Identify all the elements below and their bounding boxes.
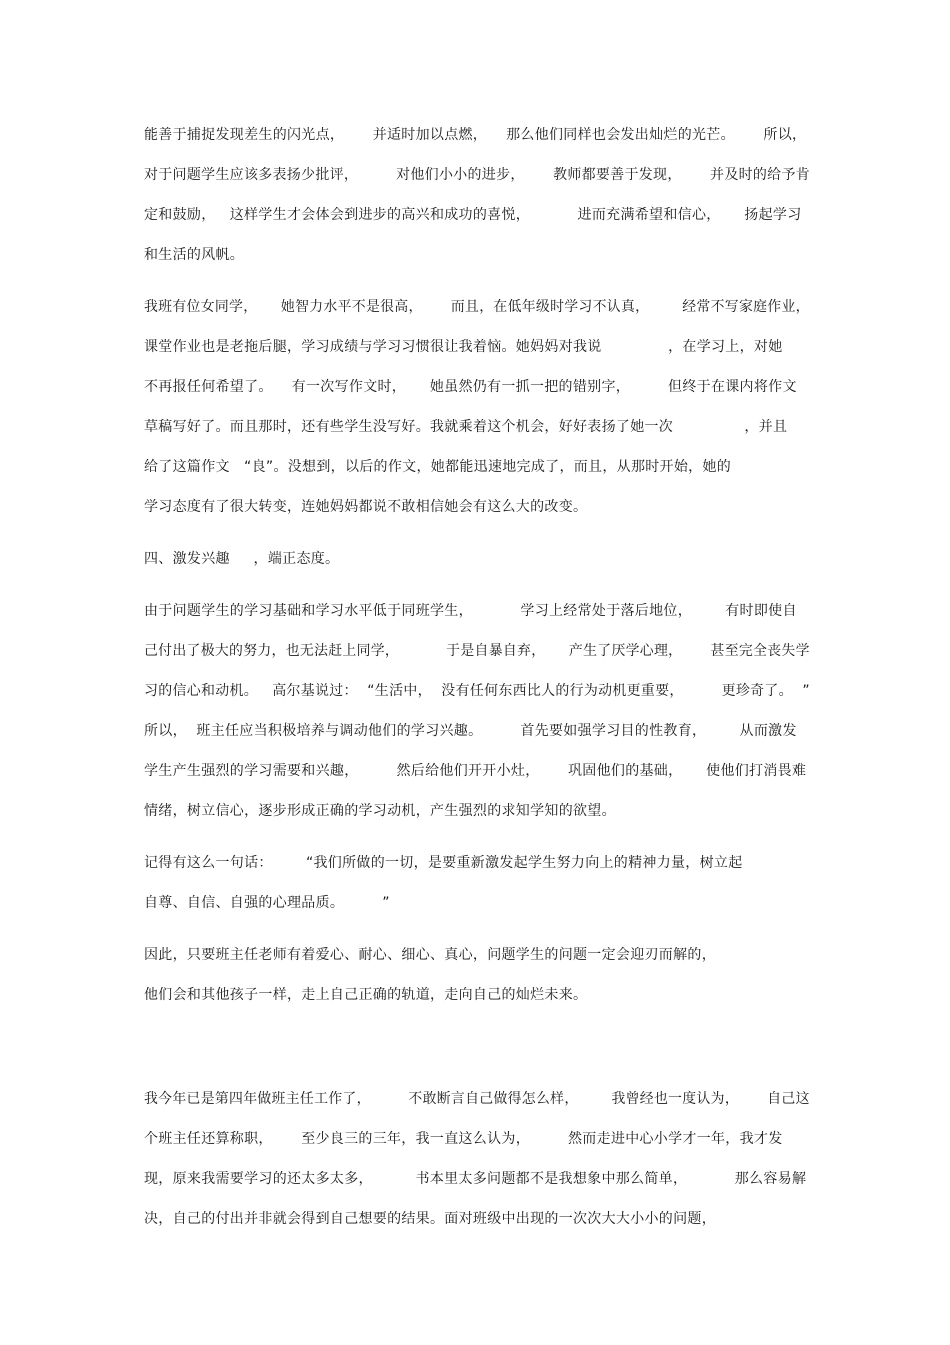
text-line: 学生产生强烈的学习需要和兴趣， 然后给他们开开小灶， 巩固他们的基础， 使他们打消畏难 xyxy=(144,763,807,779)
section-heading: 四、激发兴趣 ，端正态度。 xyxy=(144,551,340,567)
text-line: 课堂作业也是老拖后腿，学习成绩与学习习惯很让我着恼。她妈妈对我说 ，在学习上，对她 xyxy=(144,339,783,355)
text-line: 给了这篇作文 “良”。没想到，以后的作文，她都能迅速地完成了，而且，从那时开始，她的 xyxy=(144,459,732,475)
text-line: 由于问题学生的学习基础和学习水平低于同班学生， 学习上经常处于落后地位， 有时即使自 xyxy=(144,603,797,619)
text-line: 个班主任还算称职， 至少良三的三年，我一直这么认为， 然而走进中心小学才一年，我才发 xyxy=(144,1131,783,1147)
text-line: 现，原来我需要学习的还太多太多， 书本里太多问题都不是我想象中那么简单， 那么容易解 xyxy=(144,1171,807,1187)
text-line: 习的信心和动机。 高尔基说过： “生活中， 没有任何东西比人的行为动机更重要， 更珍奇了。 ” xyxy=(144,683,810,699)
text-line: 我班有位女同学， 她智力水平不是很高， 而且，在低年级时学习不认真， 经常不写家庭作业， xyxy=(144,299,810,315)
text-line: 情绪，树立信心，逐步形成正确的学习动机，产生强烈的求知学知的欲望。 xyxy=(144,803,616,819)
text-line: 自尊、自信、自强的心理品质。 ” xyxy=(144,895,390,911)
text-line: 草稿写好了。而且那时，还有些学生没写好。我就乘着这个机会，好好表扬了她一次 ，并且 xyxy=(144,419,788,435)
text-line: 我今年已是第四年做班主任工作了， 不敢断言自己做得怎么样， 我曾经也一度认为， 自己这 xyxy=(144,1091,810,1107)
text-line: 记得有这么一句话： “我们所做的一切，是要重新激发起学生努力向上的精神力量，树立起 xyxy=(144,855,743,871)
text-line: 决，自己的付出并非就会得到自己想要的结果。面对班级中出现的一次次大大小小的问题， xyxy=(144,1211,716,1227)
text-line: 不再报任何希望了。 有一次写作文时， 她虽然仍有一抓一把的错别字， 但终于在课内将作文 xyxy=(144,379,797,395)
text-line: 己付出了极大的努力，也无法赶上同学， 于是自暴自弃， 产生了厌学心理， 甚至完全丧失学 xyxy=(144,643,810,659)
text-line: 他们会和其他孩子一样，走上自己正确的轨道，走向自己的灿烂未来。 xyxy=(144,987,588,1003)
text-line: 因此，只要班主任老师有着爱心、耐心、细心、真心，问题学生的问题一定会迎刃而解的， xyxy=(144,947,716,963)
text-line: 所以， 班主任应当积极培养与调动他们的学习兴趣。 首先要如强学习目的性教育， 从而激发 xyxy=(144,723,797,739)
text-line: 对于问题学生应该多表扬少批评， 对他们小小的进步， 教师都要善于发现， 并及时的给予肯 xyxy=(144,167,811,183)
text-line: 定和鼓励， 这样学生才会体会到进步的高兴和成功的喜悦， 进而充满希望和信心， 扬起学习 xyxy=(144,207,802,223)
text-line: 和生活的风帆。 xyxy=(144,247,245,263)
text-line: 学习态度有了很大转变，连她妈妈都说不敢相信她会有这么大的改变。 xyxy=(144,499,588,515)
text-line: 能善于捕捉发现差生的闪光点， 并适时加以点燃， 那么他们同样也会发出灿烂的光芒。 所以， xyxy=(144,127,807,143)
